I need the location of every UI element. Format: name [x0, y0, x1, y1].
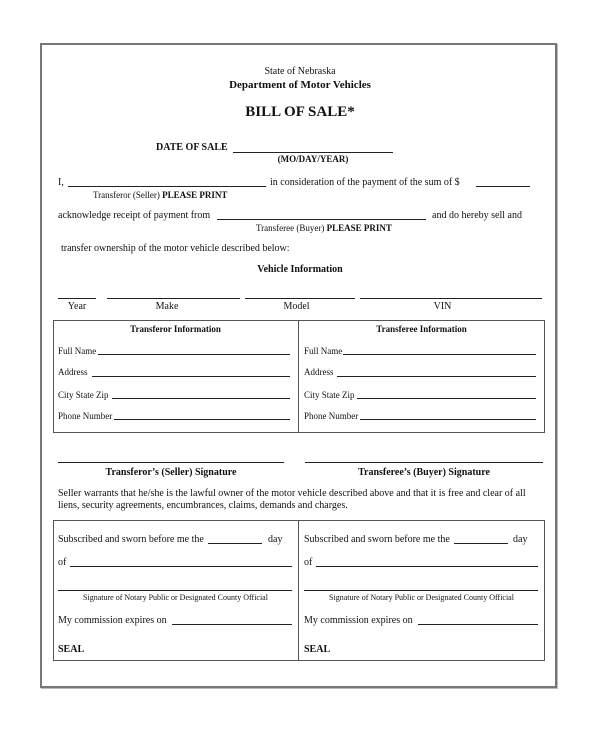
notary-day-left: day — [268, 534, 283, 545]
date-of-sale-field[interactable] — [233, 152, 393, 153]
notary-signature-caption-left: Signature of Notary Public or Designated County Official — [83, 593, 268, 602]
notary-commission-right: My commission expires on — [304, 615, 413, 626]
transferee-full-name-field[interactable] — [343, 354, 536, 355]
transferor-info-heading: Transferor Information — [130, 324, 221, 334]
transferee-caption: Transferee (Buyer) PLEASE PRINT — [256, 223, 392, 233]
notary-of-left: of — [58, 557, 67, 568]
transferee-address-label: Address — [304, 367, 334, 377]
date-of-sale-label: DATE OF SALE — [156, 142, 228, 153]
transferee-name-field[interactable] — [217, 219, 426, 220]
vehicle-vin-field[interactable] — [360, 298, 542, 299]
notary-signature-field-right[interactable] — [304, 590, 538, 591]
payment-suffix: and do hereby sell and — [432, 210, 522, 221]
seller-signature-field[interactable] — [58, 462, 284, 463]
notary-of-right: of — [304, 557, 313, 568]
date-format-caption: (MO/DAY/YEAR) — [277, 154, 349, 164]
notary-commission-field-right[interactable] — [418, 624, 538, 625]
buyer-signature-field[interactable] — [305, 462, 543, 463]
notary-day-field-right[interactable] — [454, 543, 508, 544]
notary-signature-field-left[interactable] — [58, 590, 292, 591]
transferor-prefix: I, — [58, 177, 64, 188]
notary-commission-field-left[interactable] — [172, 624, 292, 625]
transferee-info-heading: Transferee Information — [376, 324, 467, 334]
vehicle-model-label: Model — [283, 301, 310, 312]
vehicle-vin-label: VIN — [433, 301, 452, 312]
transferor-name-field[interactable] — [68, 186, 266, 187]
transferee-phone-field[interactable] — [360, 419, 536, 420]
notary-month-year-field-right[interactable] — [316, 566, 538, 567]
transferor-phone-field[interactable] — [114, 419, 290, 420]
consideration-text: in consideration of the payment of the sum of $ — [270, 177, 460, 188]
vehicle-year-label: Year — [67, 301, 87, 312]
transferee-full-name-label: Full Name — [304, 346, 343, 356]
transferor-phone-label: Phone Number — [58, 411, 113, 421]
ownership-text: transfer ownership of the motor vehicle described below: — [61, 243, 290, 254]
payment-prefix: acknowledge receipt of payment from — [58, 210, 211, 221]
vehicle-make-label: Make — [155, 301, 179, 312]
department-heading: Department of Motor Vehicles — [229, 79, 371, 91]
vehicle-make-field[interactable] — [107, 298, 240, 299]
transferor-address-label: Address — [58, 367, 88, 377]
notary-month-year-field-left[interactable] — [70, 566, 292, 567]
notary-day-field-left[interactable] — [208, 543, 262, 544]
page-title: BILL OF SALE* — [245, 104, 355, 120]
notary-commission-left: My commission expires on — [58, 615, 167, 626]
transferee-phone-label: Phone Number — [304, 411, 359, 421]
transferor-full-name-field[interactable] — [98, 354, 290, 355]
seal-label-left: SEAL — [58, 644, 85, 655]
transferor-city-state-zip-label: City State Zip — [58, 390, 109, 400]
seal-label-right: SEAL — [304, 644, 331, 655]
notary-signature-caption-right: Signature of Notary Public or Designated County Official — [329, 593, 514, 602]
transferee-city-state-zip-field[interactable] — [357, 398, 536, 399]
vehicle-model-field[interactable] — [245, 298, 355, 299]
transferee-address-field[interactable] — [337, 376, 536, 377]
vehicle-info-heading: Vehicle Information — [257, 264, 343, 275]
transferor-address-field[interactable] — [92, 376, 290, 377]
buyer-signature-label: Transferee’s (Buyer) Signature — [358, 467, 490, 478]
notary-subscribed-right: Subscribed and sworn before me the — [304, 534, 450, 545]
seller-signature-label: Transferor’s (Seller) Signature — [105, 467, 237, 478]
transferor-city-state-zip-field[interactable] — [112, 398, 290, 399]
vehicle-year-field[interactable] — [58, 298, 96, 299]
party-info-divider — [298, 320, 299, 433]
transferor-full-name-label: Full Name — [58, 346, 97, 356]
transferor-caption: Transferor (Seller) PLEASE PRINT — [93, 190, 228, 200]
transferee-city-state-zip-label: City State Zip — [304, 390, 355, 400]
warranty-text: Seller warrants that he/she is the lawful owner of the motor vehicle described above and that it is free and clear of all liens, security agreements, encumbrances, claims, demands and charges. — [58, 488, 526, 511]
sale-amount-field[interactable] — [476, 186, 530, 187]
state-heading: State of Nebraska — [264, 66, 336, 77]
notary-divider — [298, 520, 299, 661]
notary-day-right: day — [513, 534, 528, 545]
notary-subscribed-left: Subscribed and sworn before me the — [58, 534, 204, 545]
